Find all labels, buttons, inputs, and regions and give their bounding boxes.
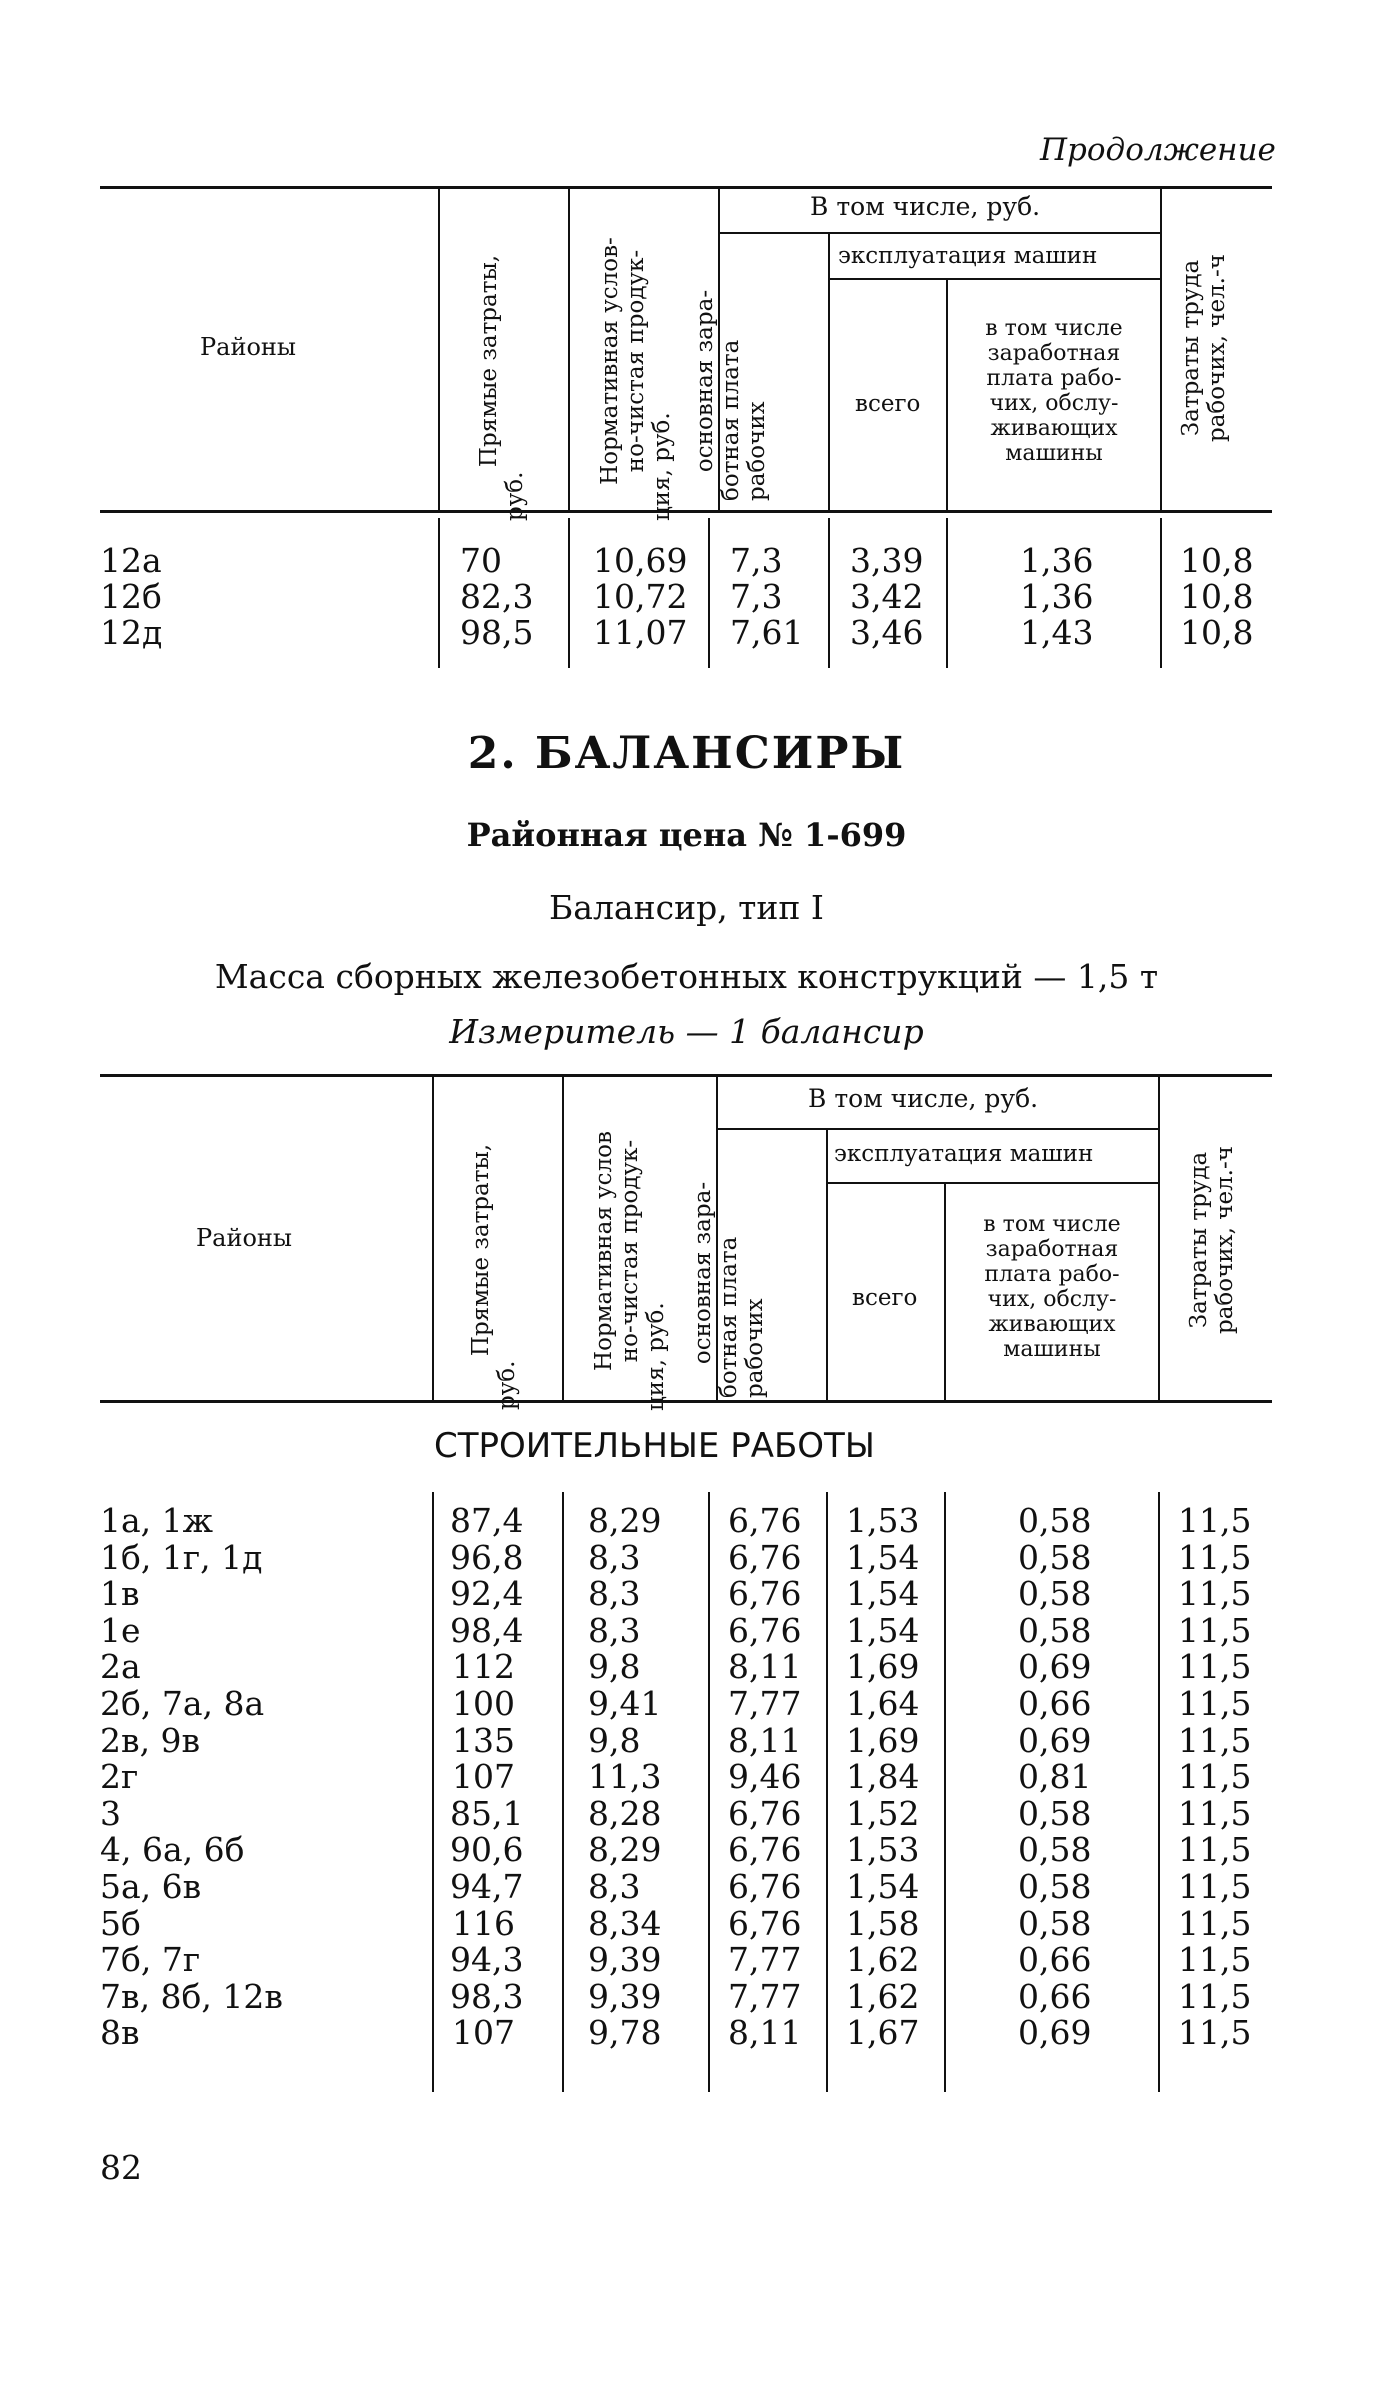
cell-labor: 11,5 [1178, 1684, 1252, 1723]
cell-region: 12д [100, 613, 163, 652]
cell-norm: 11,3 [588, 1757, 662, 1796]
cell-base: 8,11 [728, 1647, 802, 1686]
cell-total: 1,53 [846, 1830, 920, 1869]
cell-norm: 9,8 [588, 1647, 641, 1686]
cell-labor: 11,5 [1178, 1647, 1252, 1686]
cell-norm: 11,07 [593, 613, 688, 652]
cell-total: 1,53 [846, 1501, 920, 1540]
header-base-wage: основная зара- ботная плата рабочих [692, 289, 770, 501]
table1-vrule [828, 232, 830, 510]
header-labor: Затраты труда рабочих, чел.-ч [1186, 1146, 1238, 1334]
cell-region: 7б, 7г [100, 1940, 201, 1979]
cell-labor: 11,5 [1178, 1904, 1252, 1943]
cell-incl: 0,58 [1018, 1501, 1092, 1540]
header-total: всего [852, 1285, 918, 1311]
cell-incl: 0,81 [1018, 1757, 1092, 1796]
table2-vrule [432, 1492, 434, 2092]
cell-norm: 8,3 [588, 1867, 641, 1906]
cell-norm: 8,29 [588, 1830, 662, 1869]
cell-incl: 0,58 [1018, 1867, 1092, 1906]
cell-total: 1,62 [846, 1940, 920, 1979]
table2-vrule [562, 1492, 564, 2092]
cell-region: 3 [100, 1794, 121, 1833]
cell-labor: 11,5 [1178, 2013, 1252, 2052]
table1-vrule [438, 186, 440, 510]
cell-labor: 11,5 [1178, 1794, 1252, 1833]
cell-direct: 112 [452, 1647, 515, 1686]
cell-incl: 1,36 [1020, 541, 1094, 580]
cell-total: 3,39 [850, 541, 924, 580]
table1-top-rule [100, 186, 1272, 189]
cell-direct: 100 [452, 1684, 515, 1723]
cell-base: 7,77 [728, 1977, 802, 2016]
cell-region: 2б, 7а, 8а [100, 1684, 265, 1723]
section-price: Районная цена № 1-699 [466, 816, 907, 854]
table2-rule-including [716, 1128, 1158, 1130]
cell-region: 2в, 9в [100, 1721, 201, 1760]
table1-rule-including [718, 232, 1160, 234]
cell-direct: 92,4 [450, 1574, 524, 1613]
cell-base: 8,11 [728, 1721, 802, 1760]
cell-direct: 135 [452, 1721, 515, 1760]
header-regions: Районы [196, 1224, 292, 1252]
cell-region: 8в [100, 2013, 140, 2052]
table1-vrule [828, 518, 830, 668]
cell-direct: 94,7 [450, 1867, 524, 1906]
cell-total: 1,52 [846, 1794, 920, 1833]
section-item: Балансир, тип I [549, 888, 824, 927]
cell-direct: 85,1 [450, 1794, 524, 1833]
cell-norm: 9,78 [588, 2013, 662, 2052]
cell-direct: 98,3 [450, 1977, 524, 2016]
cell-norm: 9,41 [588, 1684, 662, 1723]
cell-base: 8,11 [728, 2013, 802, 2052]
cell-direct: 98,5 [460, 613, 534, 652]
cell-norm: 8,3 [588, 1538, 641, 1577]
table2-vrule [1158, 1492, 1160, 2092]
cell-total: 3,46 [850, 613, 924, 652]
cell-base: 6,76 [728, 1794, 802, 1833]
table2-vrule [562, 1074, 564, 1400]
cell-incl: 0,58 [1018, 1794, 1092, 1833]
table1-vrule [568, 518, 570, 668]
cell-direct: 96,8 [450, 1538, 524, 1577]
header-normative-product: Нормативная услов но-чистая продук- ция, руб. [591, 1131, 669, 1411]
header-normative-product-text: Нормативная услов- но-чистая продук- ция, руб. [597, 237, 675, 521]
cell-region: 1а, 1ж [100, 1501, 214, 1540]
cell-region: 2г [100, 1757, 139, 1796]
cell-direct: 70 [460, 541, 502, 580]
cell-labor: 11,5 [1178, 1940, 1252, 1979]
cell-norm: 9,39 [588, 1977, 662, 2016]
cell-region: 5б [100, 1904, 141, 1943]
header-labor: Затраты труда рабочих, чел.-ч [1178, 254, 1230, 442]
table2-rule-machines [826, 1182, 1158, 1184]
cell-norm: 8,29 [588, 1501, 662, 1540]
cell-incl: 0,58 [1018, 1830, 1092, 1869]
table1-vrule [708, 518, 710, 668]
cell-region: 1в [100, 1574, 140, 1613]
cell-incl: 0,69 [1018, 1647, 1092, 1686]
header-direct-costs: Прямые затраты, руб. [468, 1143, 520, 1410]
cell-total: 1,69 [846, 1721, 920, 1760]
table1-vrule [1160, 186, 1162, 510]
cell-direct: 116 [452, 1904, 515, 1943]
cell-labor: 11,5 [1178, 1501, 1252, 1540]
cell-total: 1,58 [846, 1904, 920, 1943]
header-normative-product [463, 202, 545, 522]
cell-base: 6,76 [728, 1867, 802, 1906]
section-mass: Масса сборных железобетонных конструкций — 1,5 т [214, 957, 1159, 996]
cell-incl: 0,69 [1018, 2013, 1092, 2052]
cell-region: 1е [100, 1611, 141, 1650]
cell-labor: 10,8 [1180, 613, 1254, 652]
table2-vrule [432, 1074, 434, 1400]
cell-direct: 82,3 [460, 577, 534, 616]
cell-base: 7,61 [730, 613, 804, 652]
table1-vrule [568, 186, 570, 510]
table2-vrule [826, 1492, 828, 2092]
cell-incl: 0,66 [1018, 1940, 1092, 1979]
cell-base: 6,76 [728, 1501, 802, 1540]
cell-total: 1,62 [846, 1977, 920, 2016]
header-base-wage: основная зара- ботная плата рабочих [690, 1181, 768, 1398]
table1-vrule [1160, 518, 1162, 668]
table1-vrule [946, 518, 948, 668]
cell-incl: 0,58 [1018, 1904, 1092, 1943]
table2-vrule [944, 1492, 946, 2092]
table2-vrule [708, 1492, 710, 2092]
cell-direct: 90,6 [450, 1830, 524, 1869]
header-direct-costs: Прямые затраты, руб. [476, 254, 528, 521]
cell-incl: 1,43 [1020, 613, 1094, 652]
cell-region: 2а [100, 1647, 141, 1686]
cell-incl: 1,36 [1020, 577, 1094, 616]
header-incl-wage: в том числе заработная плата рабо- чих, обслу- живающих машины [985, 316, 1123, 466]
cell-labor: 11,5 [1178, 1830, 1252, 1869]
cell-base: 7,3 [730, 541, 783, 580]
cell-region: 5а, 6в [100, 1867, 202, 1906]
page-number: 82 [100, 2148, 142, 2187]
header-machines: эксплуатация машин [834, 1141, 1094, 1167]
cell-labor: 11,5 [1178, 1574, 1252, 1613]
cell-norm: 9,8 [588, 1721, 641, 1760]
section-title: 2. БАЛАНСИРЫ [467, 728, 906, 779]
cell-direct: 94,3 [450, 1940, 524, 1979]
cell-total: 1,54 [846, 1867, 920, 1906]
cell-region: 12а [100, 541, 162, 580]
cell-incl: 0,58 [1018, 1538, 1092, 1577]
cell-total: 1,54 [846, 1611, 920, 1650]
table2-top-rule [100, 1074, 1272, 1077]
cell-incl: 0,66 [1018, 1684, 1092, 1723]
header-regions: Районы [200, 333, 296, 361]
header-including: В том числе, руб. [810, 192, 1041, 221]
cell-base: 7,77 [728, 1684, 802, 1723]
cell-region: 4, 6а, 6б [100, 1830, 245, 1869]
cell-base: 6,76 [728, 1904, 802, 1943]
cell-incl: 0,69 [1018, 1721, 1092, 1760]
cell-region: 12б [100, 577, 162, 616]
cell-labor: 11,5 [1178, 1757, 1252, 1796]
cell-norm: 8,3 [588, 1574, 641, 1613]
cell-direct: 107 [452, 1757, 515, 1796]
cell-norm: 9,39 [588, 1940, 662, 1979]
cell-base: 6,76 [728, 1538, 802, 1577]
section-unit: Измеритель — 1 балансир [449, 1012, 924, 1051]
table2-vrule [826, 1128, 828, 1400]
cell-direct: 98,4 [450, 1611, 524, 1650]
cell-base: 6,76 [728, 1830, 802, 1869]
cell-total: 3,42 [850, 577, 924, 616]
cell-labor: 11,5 [1178, 1538, 1252, 1577]
header-incl-wage: в том числе заработная плата рабо- чих, обслу- живающих машины [983, 1212, 1121, 1362]
cell-incl: 0,58 [1018, 1574, 1092, 1613]
cell-total: 1,67 [846, 2013, 920, 2052]
table1-header-bottom-rule [100, 510, 1272, 513]
cell-norm: 8,3 [588, 1611, 641, 1650]
table1-rule-machines [828, 278, 1160, 280]
cell-norm: 10,72 [593, 577, 688, 616]
header-machines: эксплуатация машин [838, 243, 1098, 269]
cell-labor: 11,5 [1178, 1721, 1252, 1760]
cell-region: 7в, 8б, 12в [100, 1977, 283, 2016]
cell-labor: 11,5 [1178, 1867, 1252, 1906]
cell-base: 6,76 [728, 1574, 802, 1613]
cell-base: 7,3 [730, 577, 783, 616]
continuation-label: Продолжение [1040, 132, 1276, 168]
cell-direct: 107 [452, 2013, 515, 2052]
table2-vrule [1158, 1074, 1160, 1400]
cell-base: 7,77 [728, 1940, 802, 1979]
subheading-construction: СТРОИТЕЛЬНЫЕ РАБОТЫ [434, 1426, 875, 1466]
header-including: В том числе, руб. [808, 1084, 1039, 1113]
cell-labor: 11,5 [1178, 1611, 1252, 1650]
cell-labor: 11,5 [1178, 1977, 1252, 2016]
cell-labor: 10,8 [1180, 541, 1254, 580]
cell-total: 1,69 [846, 1647, 920, 1686]
header-total: всего [855, 391, 921, 417]
cell-region: 1б, 1г, 1д [100, 1538, 263, 1577]
cell-norm: 8,28 [588, 1794, 662, 1833]
cell-incl: 0,58 [1018, 1611, 1092, 1650]
cell-total: 1,84 [846, 1757, 920, 1796]
cell-base: 6,76 [728, 1611, 802, 1650]
cell-direct: 87,4 [450, 1501, 524, 1540]
cell-incl: 0,66 [1018, 1977, 1092, 2016]
cell-total: 1,54 [846, 1574, 920, 1613]
table1-vrule [438, 518, 440, 668]
cell-norm: 10,69 [593, 541, 688, 580]
cell-total: 1,54 [846, 1538, 920, 1577]
cell-base: 9,46 [728, 1757, 802, 1796]
cell-labor: 10,8 [1180, 577, 1254, 616]
cell-norm: 8,34 [588, 1904, 662, 1943]
cell-total: 1,64 [846, 1684, 920, 1723]
table2-header-bottom-rule [100, 1400, 1272, 1403]
